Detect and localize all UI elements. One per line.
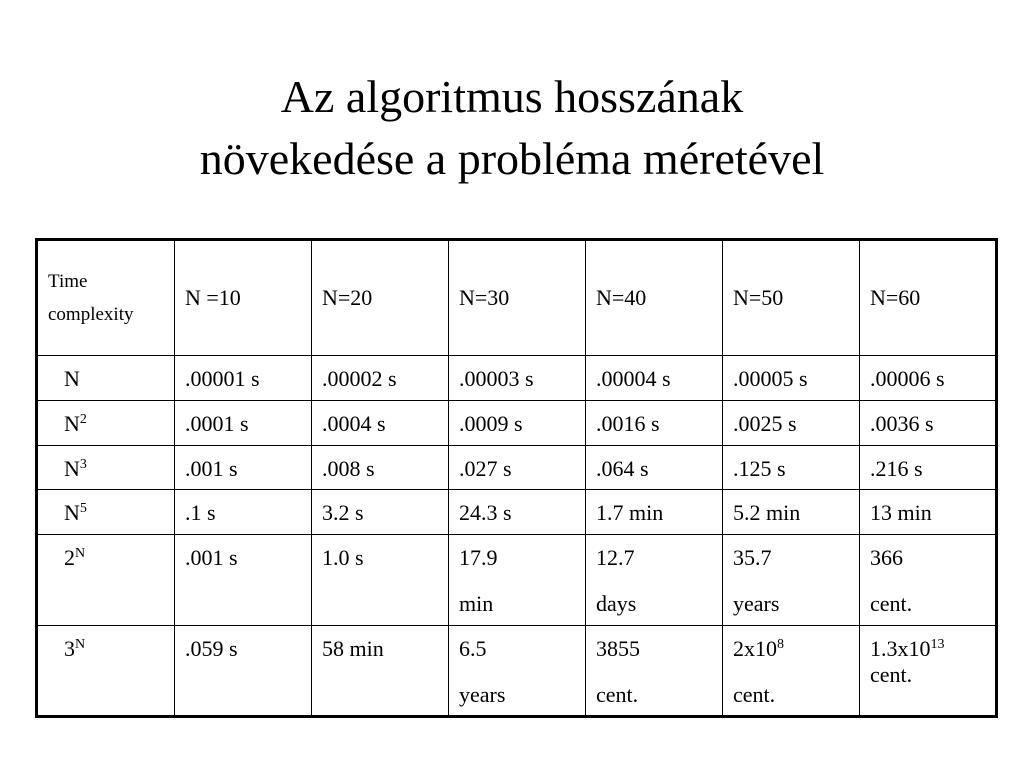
table-cell: .008 s <box>312 445 449 490</box>
cell-value: .059 s <box>185 635 238 661</box>
table-cell: .0004 s <box>312 401 449 446</box>
cell-value: 1.0 s <box>322 544 364 570</box>
table-cell: .0001 s <box>175 401 312 446</box>
table-cell <box>586 625 723 716</box>
corner-header <box>37 240 175 356</box>
cell-value: 366 <box>870 544 903 570</box>
table-cell: 13 min <box>860 490 997 535</box>
column-header: N=20 <box>312 240 449 356</box>
row-label <box>37 356 175 401</box>
table-row <box>37 490 997 535</box>
row-label-exponent: 5 <box>79 501 87 517</box>
table-row <box>37 534 997 625</box>
row-label-base: N <box>64 411 80 436</box>
complexity-table <box>35 238 998 718</box>
title-line-2: növekedése a probléma méretével <box>199 133 825 184</box>
table-cell: .00006 s <box>860 356 997 401</box>
table-cell: .00004 s <box>586 356 723 401</box>
table-cell: .0016 s <box>586 401 723 446</box>
cell-value: 35.7 <box>733 544 772 570</box>
column-header: N=60 <box>860 240 997 356</box>
cell-unit: days <box>596 590 637 616</box>
cell-value: 17.9 <box>459 544 498 570</box>
row-label <box>37 625 175 716</box>
table-cell: 3.2 s <box>312 490 449 535</box>
table-cell: .027 s <box>449 445 586 490</box>
cell-unit: years <box>733 590 780 616</box>
corner-label-line-1: Time <box>48 271 88 293</box>
row-label-exponent: 3 <box>79 456 87 472</box>
table-cell: .00001 s <box>175 356 312 401</box>
table-cell: .125 s <box>723 445 860 490</box>
row-label-exponent: N <box>75 545 86 561</box>
cell-unit: cent. <box>733 681 776 707</box>
column-header: N=40 <box>586 240 723 356</box>
row-label-base: N <box>64 455 80 481</box>
column-header: N=30 <box>449 240 586 356</box>
table-cell: .001 s <box>175 445 312 490</box>
cell-value: 58 min <box>322 635 384 661</box>
table-cell <box>860 534 997 625</box>
cell-value: 12.7 <box>596 544 635 570</box>
row-label <box>37 401 175 446</box>
cell-unit: cent. <box>870 661 913 687</box>
column-header: N =10 <box>175 240 312 356</box>
row-label-base: N <box>64 500 80 526</box>
table-row <box>37 356 997 401</box>
cell-unit: cent. <box>596 681 639 707</box>
row-label-exponent: N <box>75 636 86 652</box>
row-label-base: 3 <box>64 635 75 661</box>
table-cell: 1.7 min <box>586 490 723 535</box>
table-cell <box>723 625 860 716</box>
table-cell: .216 s <box>860 445 997 490</box>
table-cell <box>586 534 723 625</box>
table-cell: .00002 s <box>312 356 449 401</box>
table-cell <box>175 625 312 716</box>
table-cell: .1 s <box>175 490 312 535</box>
cell-unit: years <box>459 681 506 707</box>
table-cell: 5.2 min <box>723 490 860 535</box>
table-cell: .064 s <box>586 445 723 490</box>
cell-unit: min <box>459 590 494 616</box>
row-label <box>37 490 175 535</box>
table-cell: .00003 s <box>449 356 586 401</box>
cell-value: 6.5 <box>459 635 487 661</box>
cell-value: .001 s <box>185 544 238 570</box>
cell-value: 3855 <box>596 635 640 661</box>
corner-label-line-2: complexity <box>48 304 134 326</box>
table-cell <box>312 534 449 625</box>
row-label-exponent: 2 <box>79 412 87 427</box>
table-row <box>37 625 997 716</box>
table-cell: .00005 s <box>723 356 860 401</box>
title-line-1: Az algoritmus hosszának <box>280 71 744 122</box>
slide-title <box>0 66 1024 190</box>
cell-exponent: 13 <box>930 636 945 652</box>
table-cell <box>449 534 586 625</box>
row-label-base: 2 <box>64 544 75 570</box>
table-row <box>37 401 997 446</box>
table-cell <box>723 534 860 625</box>
row-label-base: N <box>64 366 80 392</box>
table-cell <box>449 625 586 716</box>
row-label <box>37 534 175 625</box>
table-cell <box>312 625 449 716</box>
table-cell: .0025 s <box>723 401 860 446</box>
cell-value: 2x10 <box>733 635 777 661</box>
table-header-row <box>37 240 997 356</box>
table-row <box>37 445 997 490</box>
cell-exponent: 8 <box>777 636 784 652</box>
cell-unit: cent. <box>870 590 913 616</box>
table-cell: .0036 s <box>860 401 997 446</box>
table-cell: .0009 s <box>449 401 586 446</box>
row-label <box>37 445 175 490</box>
table-cell <box>175 534 312 625</box>
column-header: N=50 <box>723 240 860 356</box>
table-cell: 24.3 s <box>449 490 586 535</box>
table-cell <box>860 625 997 716</box>
cell-value: 1.3x10 <box>870 635 931 661</box>
